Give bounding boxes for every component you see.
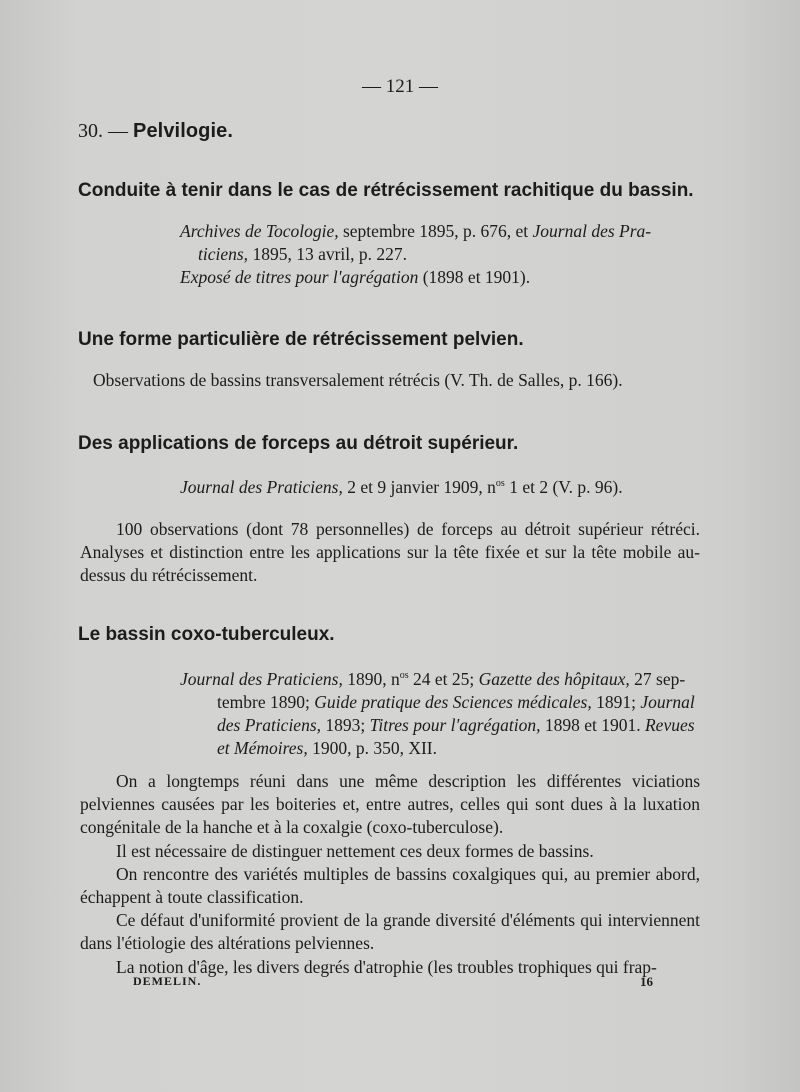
ref-text: 1900, p. 350, XII. <box>307 737 438 758</box>
journal-name: Archives de Tocologie, <box>180 221 339 241</box>
article-paragraph: Il est nécessaire de distinguer nettement ces deux formes de bassins. <box>116 840 594 861</box>
article-text: Observations de bassins transversalement rétrécis (V. Th. de Salles, p. 166). <box>93 370 623 390</box>
article-reference <box>180 472 623 499</box>
journal-name: Journal des Praticiens, <box>180 476 343 497</box>
page-number: — 121 — <box>362 76 438 97</box>
journal-name: et Mémoires, <box>217 737 308 758</box>
ref-text: 1 et 2 (V. p. 96). <box>504 476 623 497</box>
ref-superscript: os <box>399 670 409 681</box>
article-reference <box>180 664 700 760</box>
ref-text: 27 sep- <box>629 668 686 689</box>
journal-name: des Praticiens, <box>217 714 322 735</box>
article-paragraph: Ce défaut d'uniformité provient de la grande diversité d'éléments qui interviennent dans l'étiologie des altérations pelviennes. <box>80 910 700 954</box>
journal-name: Revues <box>644 714 695 735</box>
section-number: 30. — <box>78 120 128 142</box>
section-title: Pelvilogie. <box>133 120 234 142</box>
article-paragraph: On rencontre des variétés multiples de bassins coxalgiques qui, au premier abord, échappent à toute classification. <box>80 863 700 908</box>
ref-text: (1898 et 1901). <box>418 267 531 287</box>
article-title: Conduite à tenir dans le cas de rétrécissement rachitique du bassin. <box>78 180 694 201</box>
journal-name: Gazette des hôpitaux, <box>478 668 630 689</box>
journal-name: Titres pour l'agrégation, <box>369 714 541 735</box>
ref-superscript: os <box>495 478 505 489</box>
footer-signature: 16 <box>640 974 653 989</box>
article-body <box>80 770 700 979</box>
article-paragraph: 100 observations (dont 78 personnelles) de forceps au détroit supérieur rétréci. Analyses et distinction entre les applications sur la tête fixée et sur la tête mobile au-dessus du rétrécissement. <box>80 519 700 585</box>
ref-text: septembre 1895, p. 676, et <box>338 221 533 241</box>
journal-name: Guide pratique des Sciences médicales, <box>314 691 592 712</box>
journal-name: Exposé de titres pour l'agrégation <box>180 267 419 287</box>
article-title: Des applications de forceps au détroit supérieur. <box>78 433 519 454</box>
ref-text: 1893; <box>321 714 370 735</box>
ref-text: 24 et 25; <box>408 668 479 689</box>
ref-text: 1891; <box>591 691 641 712</box>
journal-name: ticiens, <box>198 244 249 264</box>
article-paragraph: La notion d'âge, les divers degrés d'atrophie (les troubles trophiques qui frap- <box>116 956 657 977</box>
article-reference <box>180 220 700 289</box>
journal-name: Journal des Pra- <box>532 221 652 241</box>
article-title: Une forme particulière de rétrécissement pelvien. <box>78 329 524 350</box>
ref-text: 1895, 13 avril, p. 227. <box>248 244 408 264</box>
footer-author: DEMELIN. <box>133 974 202 988</box>
ref-text: tembre 1890; <box>217 691 315 712</box>
article-paragraph: On a longtemps réuni dans une même description les différentes viciations pelviennes causées par les boiteries et, entre autres, celles qui sont dues à la luxation congénitale de la hanche et à la coxalgie (coxo-tuberculose). <box>80 771 700 838</box>
section-heading <box>78 120 233 143</box>
journal-name: Journal <box>640 691 695 712</box>
journal-name: Journal des Praticiens, <box>180 668 343 689</box>
ref-text: 1898 et 1901. <box>540 714 645 735</box>
ref-text: 2 et 9 janvier 1909, n <box>342 476 496 497</box>
article-title: Le bassin coxo-tuberculeux. <box>78 624 335 645</box>
ref-text: 1890, n <box>342 668 400 689</box>
